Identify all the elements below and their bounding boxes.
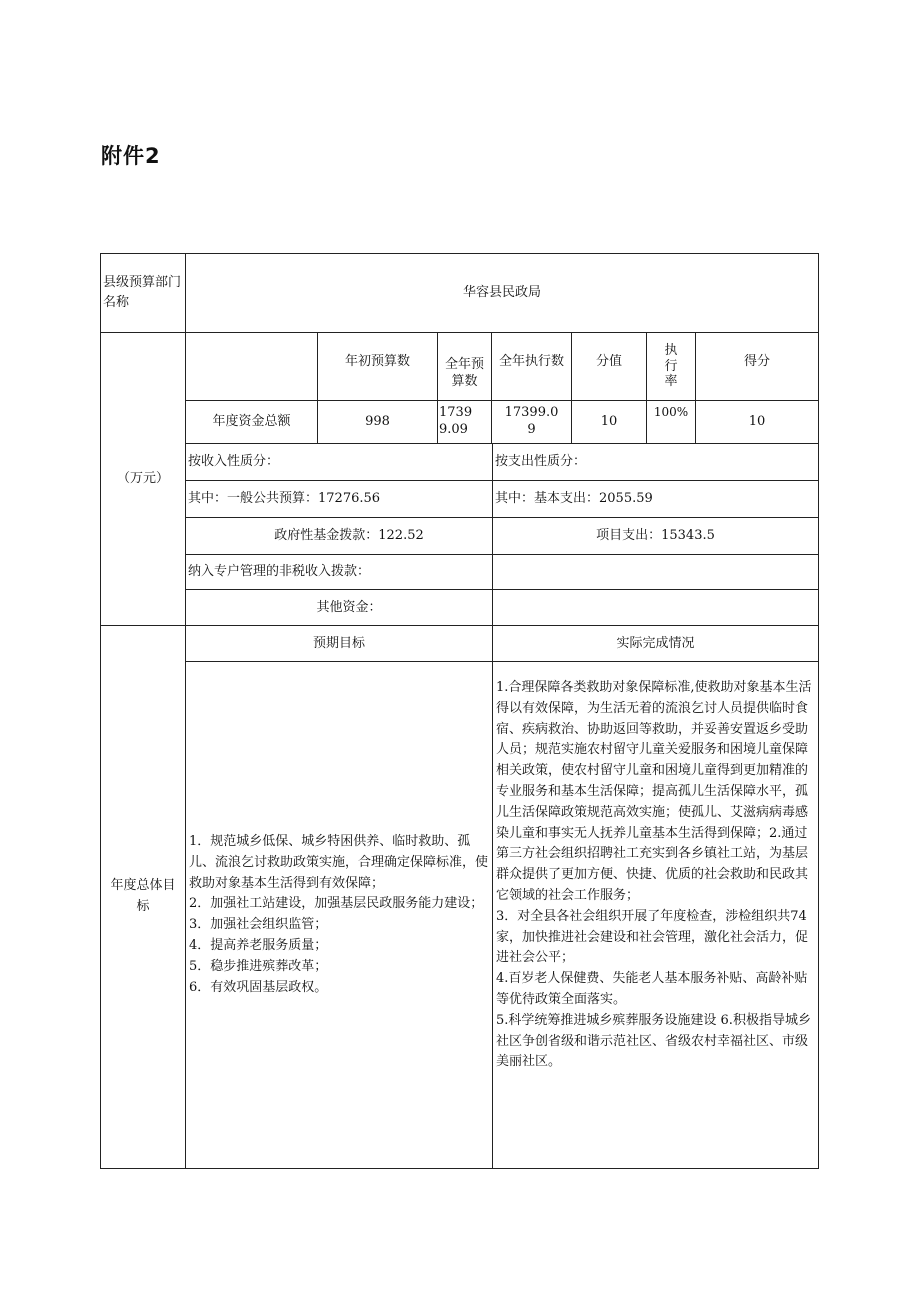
header-execution-rate: 执行率 — [646, 332, 696, 401]
by-income-label: 按收入性质分： — [185, 443, 493, 481]
actual-results-cell — [492, 661, 819, 1169]
non-tax-blank — [492, 554, 819, 590]
funds-unit-label: （万元） — [100, 332, 186, 626]
by-expense-label: 按支出性质分： — [492, 443, 819, 481]
expected-goals-header: 预期目标 — [185, 625, 493, 662]
expected-goals-cell — [185, 661, 493, 1169]
gov-fund: 政府性基金拨款：122.52 — [185, 517, 493, 555]
header-annual-execution: 全年执行数 — [491, 332, 572, 401]
attachment-heading: 附件2 — [101, 144, 161, 168]
general-budget: 其中：一般公共预算：17276.56 — [185, 480, 493, 518]
header-score: 得分 — [695, 332, 819, 401]
basic-expense: 其中：基本支出：2055.59 — [492, 480, 819, 518]
total-label: 年度资金总额 — [185, 400, 318, 444]
dept-label: 县级预算部门名称 — [100, 253, 186, 333]
header-score-weight: 分值 — [571, 332, 647, 401]
actual-results-header: 实际完成情况 — [492, 625, 819, 662]
total-annual-budget: 17399.09 — [437, 400, 492, 444]
goals-label: 年度总体目标 — [100, 625, 186, 1169]
header-initial-budget: 年初预算数 — [317, 332, 438, 401]
total-score-weight: 10 — [571, 400, 647, 444]
project-expense: 项目支出：15343.5 — [492, 517, 819, 555]
actual-results-text: 1.合理保障各类救助对象保障标准,使救助对象基本生活得以有效保障，为生活无着的流浪乞讨人员提供临时食宿、疾病救治、协助返回等救助，并妥善安置返乡受助人员；规范实施农村留守儿童关爱服务和困境儿童保障相关政策，使农村留守儿童和困境儿童得到更加精准的专业服务和基本生活保障；提高孤儿生活保障水平，孤儿生活保障政策规范高效实施；使孤儿、艾滋病病毒感染儿童和事实无人抚养儿童基本生活得到保障；2.通过第三方社会组织招聘社工充实到各乡镇社工站，为基层群众提供了更加方便、快捷、优质的社会救助和民政其它领域的社会工作服务； 3．对全县各社会组织开展了年度检查，涉检组织共74家，加快推进社会建设和社会管理，激化社会活力，促进社会公平； 4.百岁老人保健费、失能老人基本服务补贴、高龄补贴等优待政策全面落实。 5.科学统筹推进城乡殡葬服务设施建设 6.积极指导城乡社区争创省级和谐示范社区、省级农村幸福社区、市级美丽社区。 — [496, 680, 812, 1070]
expected-goals-text: 1．规范城乡低保、城乡特困供养、临时救助、孤儿、流浪乞讨救助政策实施，合理确定保障标准，使救助对象基本生活得到有效保障； 2．加强社工站建设，加强基层民政服务能力建设； 3．加强社会组织监管； 4．提高养老服务质量； 5．稳步推进殡葬改革； 6．有效巩固基层政权。 — [189, 834, 489, 995]
header-annual-budget: 全年预算数 — [437, 332, 492, 401]
other-funds: 其他资金： — [185, 589, 493, 626]
total-annual-execution: 17399.09 — [491, 400, 572, 444]
total-execution-rate: 100% — [646, 400, 696, 444]
dept-value: 华容县民政局 — [185, 253, 819, 333]
non-tax-income: 纳入专户管理的非税收入拨款： — [185, 554, 493, 590]
other-funds-blank — [492, 589, 819, 626]
performance-table — [100, 253, 819, 1169]
total-score: 10 — [695, 400, 819, 444]
header-blank — [185, 332, 318, 401]
total-initial-budget: 998 — [317, 400, 438, 444]
